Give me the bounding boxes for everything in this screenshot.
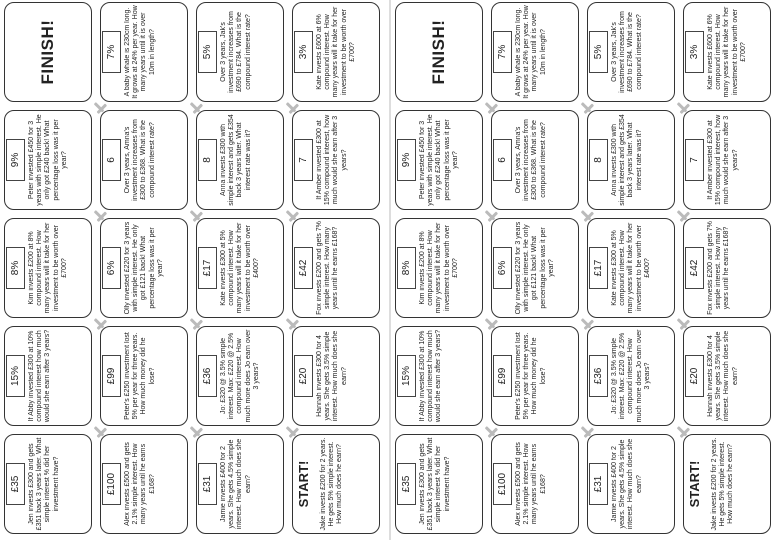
- domino-card: [100, 218, 188, 318]
- domino-card: [100, 2, 188, 102]
- card-question: Hannah invests £300 for 4 years. She gets 3.5% simple interest. How much does she earn?: [316, 330, 348, 422]
- connector-mark: [285, 211, 295, 221]
- domino-card: [395, 218, 483, 318]
- card-question: Kate invests £300 at 5% compound interest. How many years will it take for her investment to be worth over £400?: [220, 222, 260, 314]
- domino-card: [395, 110, 483, 210]
- card-answer: £36: [198, 355, 217, 397]
- domino-card: [491, 110, 579, 210]
- card-question: Peter's £250 investment lost 5% per year for three years. How much money did he lose?: [515, 332, 547, 420]
- card-question: Over 3 years, Amna's investment increases from £300 to £368. What is the compound interest rate?: [515, 119, 547, 201]
- finish-label: FINISH!: [429, 19, 448, 85]
- domino-card: [395, 434, 483, 534]
- domino-card: [4, 2, 92, 102]
- card-question: Kate invests £600 at 6% compound interest. How many years will it take for her investment to be worth over £700?: [707, 6, 747, 98]
- domino-card: [587, 218, 675, 318]
- card-answer: 3%: [685, 31, 704, 73]
- start-label: START!: [296, 460, 311, 508]
- domino-sheet-right: [391, 0, 780, 540]
- card-answer: 6%: [493, 247, 512, 289]
- card-question: Jo: £320 @ 3.5% simple interest. Max: £220 @ 2.5% compound interest. How much more does Jo earn over 3 years?: [220, 329, 260, 423]
- card-question: Olly invested £220 for 3 years with simple interest. He only got £121 back! What percentage loss was it per year?: [515, 221, 555, 315]
- connector-mark: [93, 427, 103, 437]
- card-answer: £42: [294, 247, 313, 289]
- domino-card: [491, 434, 579, 534]
- connector-mark: [484, 211, 494, 221]
- card-answer: 7%: [493, 31, 512, 73]
- card-question: Fox invests £200 and gets 7% simple interest. How many years until he earns £168?: [707, 221, 731, 315]
- card-answer: 6%: [102, 247, 121, 289]
- domino-card: [100, 434, 188, 534]
- domino-card: [587, 2, 675, 102]
- card-answer: 7: [685, 139, 704, 181]
- domino-card: [292, 110, 380, 210]
- card-answer: £17: [589, 247, 608, 289]
- card-question: Jamie invests £400 for 2 years. She gets 4.5% simple interest. How much does she earn?: [611, 438, 643, 530]
- card-answer: £36: [589, 355, 608, 397]
- domino-card: [4, 110, 92, 210]
- card-question: Jen invests £300 and gets £351 back 3 years later. What simple interest % did her investment have?: [28, 437, 60, 531]
- card-answer: £42: [685, 247, 704, 289]
- card-answer: 8%: [397, 247, 416, 289]
- connector-mark: [189, 211, 199, 221]
- connector-mark: [189, 427, 199, 437]
- card-question: If Abby invested £300 at 10% compound interest how much would she earn after 3 years?: [419, 329, 443, 423]
- start-label: START!: [687, 460, 702, 508]
- domino-card: [395, 2, 483, 102]
- card-question: Kim invests £200 at 8% compound interest. How many years will it take for her investment to be worth over £700?: [419, 222, 459, 314]
- connector-mark: [285, 427, 295, 437]
- domino-card: [491, 2, 579, 102]
- card-answer: 8: [589, 139, 608, 181]
- card-question: Anna invests £300 with simple interest and gets £354 back 3 years later. What interest rate was it?: [611, 114, 643, 206]
- domino-card: [683, 434, 771, 534]
- domino-card: [292, 218, 380, 318]
- card-question: Anna invests £300 with simple interest and gets £354 back 3 years later. What interest rate was it?: [220, 114, 252, 206]
- connector-mark: [676, 211, 686, 221]
- card-answer: 5%: [589, 31, 608, 73]
- domino-card: [683, 326, 771, 426]
- card-answer: £31: [589, 463, 608, 505]
- domino-card: [683, 2, 771, 102]
- card-question: Jen invests £300 and gets £351 back 3 years later. What simple interest % did her investment have?: [419, 437, 451, 531]
- card-answer: 7%: [102, 31, 121, 73]
- domino-card: [196, 110, 284, 210]
- connector-mark: [484, 103, 494, 113]
- domino-card: [196, 218, 284, 318]
- card-answer: £100: [102, 463, 121, 505]
- card-answer: £17: [198, 247, 217, 289]
- domino-card: [196, 434, 284, 534]
- domino-card: [587, 110, 675, 210]
- card-answer: £20: [685, 355, 704, 397]
- card-answer: £35: [397, 463, 416, 505]
- card-answer: £20: [294, 355, 313, 397]
- connector-mark: [676, 319, 686, 329]
- connector-mark: [580, 211, 590, 221]
- domino-card: [4, 434, 92, 534]
- card-answer: 8%: [6, 247, 25, 289]
- connector-mark: [189, 319, 199, 329]
- card-answer: 3%: [294, 31, 313, 73]
- card-question: Jamie invests £400 for 2 years. She gets 4.5% simple interest. How much does she earn?: [220, 438, 252, 530]
- card-question: Over 3 years, Jak's investment increases from £690 to £784. What is the compound interest rate?: [611, 11, 643, 93]
- domino-card: [4, 326, 92, 426]
- card-question: Peter's £250 investment lost 5% per year for three years. How much money did he lose?: [124, 332, 156, 420]
- card-question: Over 3 years, Jak's investment increases from £690 to £784. What is the compound interest rate?: [220, 11, 252, 93]
- card-question: Jo: £320 @ 3.5% simple interest. Max: £220 @ 2.5% compound interest. How much more does Jo earn over 3 years?: [611, 329, 651, 423]
- card-question: Fox invests £200 and gets 7% simple interest. How many years until he earns £168?: [316, 221, 340, 315]
- domino-card: [683, 218, 771, 318]
- card-answer: 7: [294, 139, 313, 181]
- connector-mark: [484, 319, 494, 329]
- connector-mark: [189, 103, 199, 113]
- card-question: If Amber invested £300 at 15% compound interest, how much would she earn after 3 years?: [316, 114, 348, 206]
- card-question: Kim invests £200 at 8% compound interest. How many years will it take for her investment to be worth over £700?: [28, 222, 68, 314]
- card-question: Peter invested £450 for 3 years with simple interest. He only got £240 back! What percentage loss was it per year?: [28, 114, 68, 206]
- connector-mark: [580, 427, 590, 437]
- domino-card: [491, 218, 579, 318]
- connector-mark: [285, 103, 295, 113]
- card-answer: 6: [493, 139, 512, 181]
- card-question: If Abby invested £300 at 10% compound interest how much would she earn after 3 years?: [28, 329, 52, 423]
- domino-card: [292, 434, 380, 534]
- connector-mark: [93, 103, 103, 113]
- card-answer: 8: [198, 139, 217, 181]
- connector-mark: [285, 319, 295, 329]
- domino-card: [292, 326, 380, 426]
- card-question: Jake invests £200 for 2 years. He gets 5% simple interest. How much does he earn?: [711, 437, 735, 531]
- card-question: Peter invested £450 for 3 years with simple interest. He only got £240 back! What percentage loss was it per year?: [419, 114, 459, 206]
- card-question: If Amber invested £300 at 15% compound interest, how much would she earn after 3 years?: [707, 114, 739, 206]
- card-answer: 6: [102, 139, 121, 181]
- domino-card: [491, 326, 579, 426]
- card-answer: 9%: [397, 139, 416, 181]
- card-question: A baby whale is 230cm long. It grows at 24% per year. How many years until it is over 10m in length?: [515, 5, 547, 99]
- domino-card: [4, 218, 92, 318]
- connector-mark: [484, 427, 494, 437]
- domino-sheet-left: [0, 0, 389, 540]
- connector-mark: [676, 427, 686, 437]
- domino-card: [395, 326, 483, 426]
- connector-mark: [580, 319, 590, 329]
- card-question: Over 3 years, Amna's investment increases from £300 to £368. What is the compound interest rate?: [124, 119, 156, 201]
- card-question: A baby whale is 230cm long. It grows at 24% per year. How many years until it is over 10m in length?: [124, 5, 156, 99]
- domino-card: [587, 326, 675, 426]
- connector-mark: [580, 103, 590, 113]
- domino-card: [100, 326, 188, 426]
- card-question: Olly invested £220 for 3 years with simple interest. He only got £121 back! What percentage loss was it per year?: [124, 221, 164, 315]
- card-answer: 5%: [198, 31, 217, 73]
- card-answer: £99: [493, 355, 512, 397]
- card-answer: 9%: [6, 139, 25, 181]
- card-answer: £31: [198, 463, 217, 505]
- card-question: Kate invests £300 at 5% compound interest. How many years will it take for her investment to be worth over £400?: [611, 222, 651, 314]
- connector-mark: [93, 211, 103, 221]
- connector-mark: [93, 319, 103, 329]
- domino-card: [683, 110, 771, 210]
- card-question: Hannah invests £300 for 4 years. She gets 3.5% simple interest. How much does she earn?: [707, 330, 739, 422]
- card-question: Alex invests £500 and gets 2.1% simple interest. How many years until he earns £168?: [124, 442, 156, 526]
- domino-card: [587, 434, 675, 534]
- finish-label: FINISH!: [38, 19, 57, 85]
- card-answer: £35: [6, 463, 25, 505]
- domino-card: [292, 2, 380, 102]
- card-answer: £99: [102, 355, 121, 397]
- connector-mark: [676, 103, 686, 113]
- card-question: Alex invests £500 and gets 2.1% simple interest. How many years until he earns £168?: [515, 442, 547, 526]
- domino-card: [196, 2, 284, 102]
- card-answer: £100: [493, 463, 512, 505]
- card-answer: 15%: [397, 355, 416, 397]
- domino-card: [196, 326, 284, 426]
- domino-card: [100, 110, 188, 210]
- card-question: Jake invests £200 for 2 years. He gets 5% simple interest. How much does he earn?: [320, 437, 344, 531]
- card-question: Kate invests £600 at 6% compound interest. How many years will it take for her investment to be worth over £700?: [316, 6, 356, 98]
- card-answer: 15%: [6, 355, 25, 397]
